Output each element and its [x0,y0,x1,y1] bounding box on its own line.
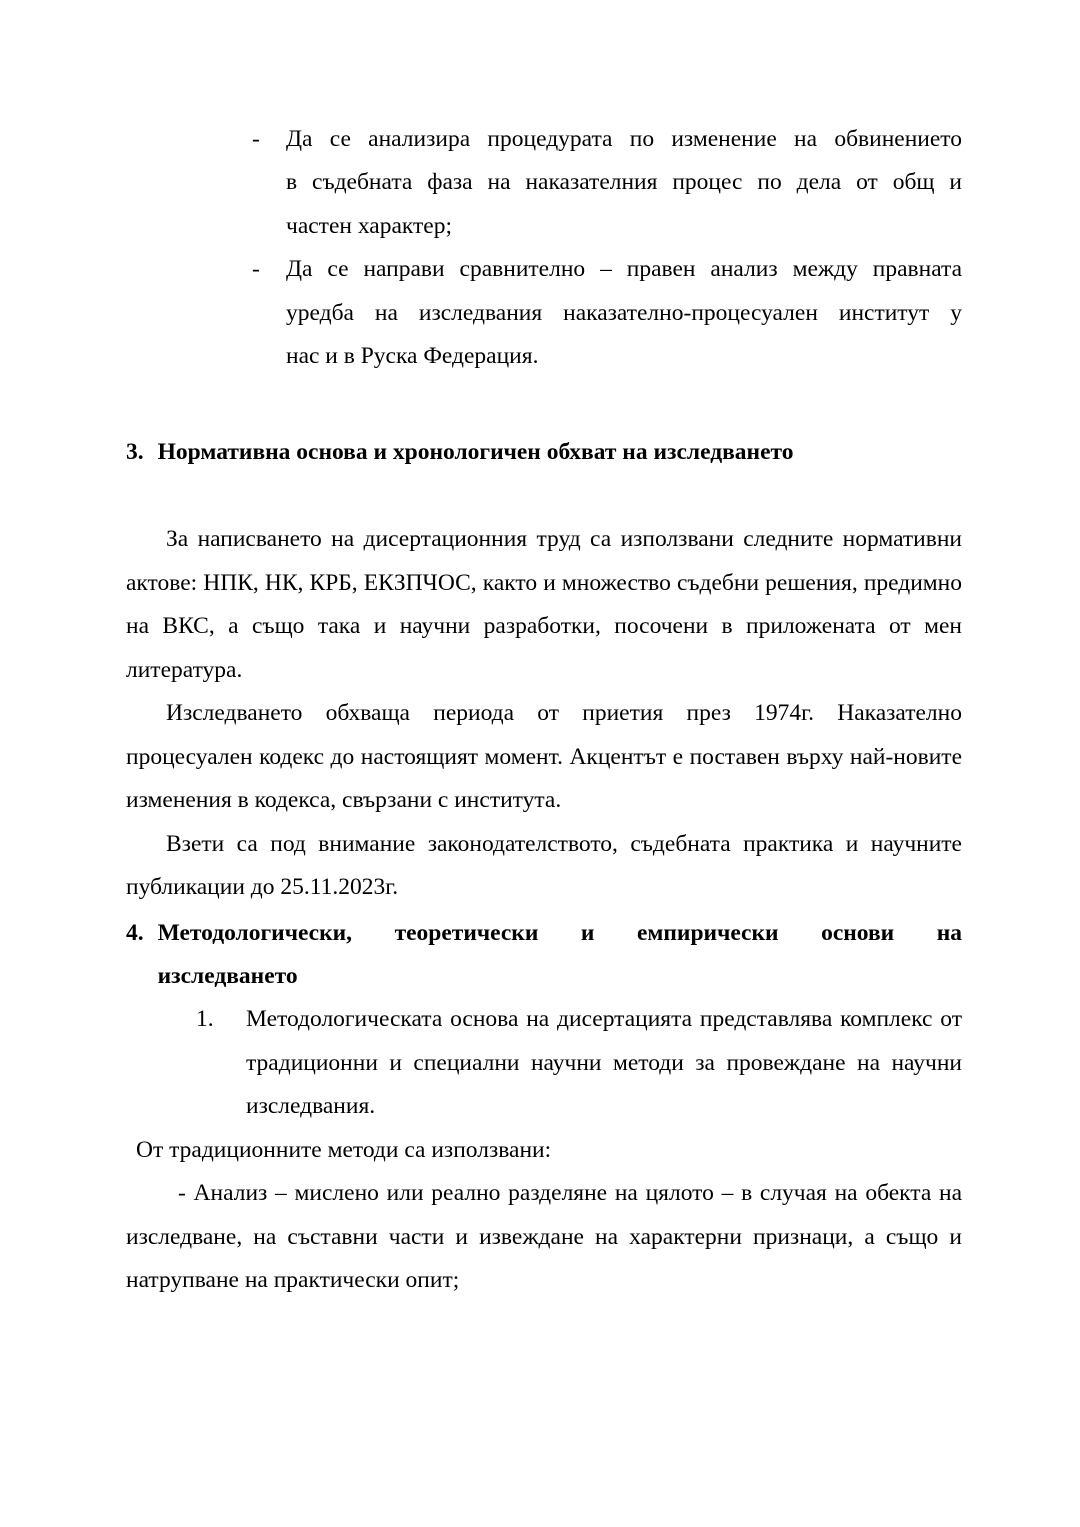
objective-line: Да се направи сравнително – правен анализ между правната [286,256,962,283]
objective-line: в съдебната фаза на наказателния процес по дела от общ и [286,169,962,196]
objective-line: уредба на изследвания наказателно-процесуален институт у [286,299,962,326]
section-4-title-line1: Методологически, теоретически и емпирически основи на [157,919,962,946]
paragraph: Изследването обхваща периода от приетия през 1974г. Наказателно процесуален кодекс до настоящият момент. Акцентът е поставен върху най-новите изменения в кодекса, свързани с института. [126,700,962,814]
section-4-title [158,912,962,999]
section-3-heading [126,431,962,474]
dash-marker: - [252,256,260,283]
section-3-title: Нормативна основа и хронологичен обхват на изследването [157,438,794,465]
paragraph: От традиционните методи са използвани: [136,1136,552,1163]
list-item [252,118,962,248]
objective-line: частен характер; [286,212,452,239]
objective-line: нас и в Руска Федерация. [286,343,539,370]
section-3-number: 3. [126,438,144,465]
section-4-heading [126,912,962,999]
paragraph: За написването на дисертационния труд са използвани следните нормативни актове: НПК, НК, КРБ, ЕКЗПЧОС, както и множество съдебни решения, предимно на ВКС, а също така и научни разработки, посочени в приложената от мен литература. [126,526,962,683]
list-marker: 1. [196,1006,214,1033]
section-4-title-line2: изследването [157,962,298,989]
paragraph: Взети са под внимание законодателството, съдебната практика и научните публикации до 25.11.2023г. [126,830,962,901]
paragraph: - Анализ – мислено или реално разделяне на цялото – в случая на обекта на изследване, на съставни части и извеждане на характерни признаци, а също и натрупване на практически опит; [126,1180,962,1294]
list-item [196,998,962,1128]
objective-line: Да се анализира процедурата по изменение на обвинението [286,126,962,152]
section-4-number: 4. [126,919,144,946]
list-item-text: Методологическата основа на дисертацията представлява комплекс от традиционни и специални научни методи за провеждане на научни изследвания. [246,1006,962,1120]
dash-marker: - [252,126,260,152]
objectives-list [252,118,962,379]
methodology-list [196,998,962,1128]
list-item [252,248,962,378]
